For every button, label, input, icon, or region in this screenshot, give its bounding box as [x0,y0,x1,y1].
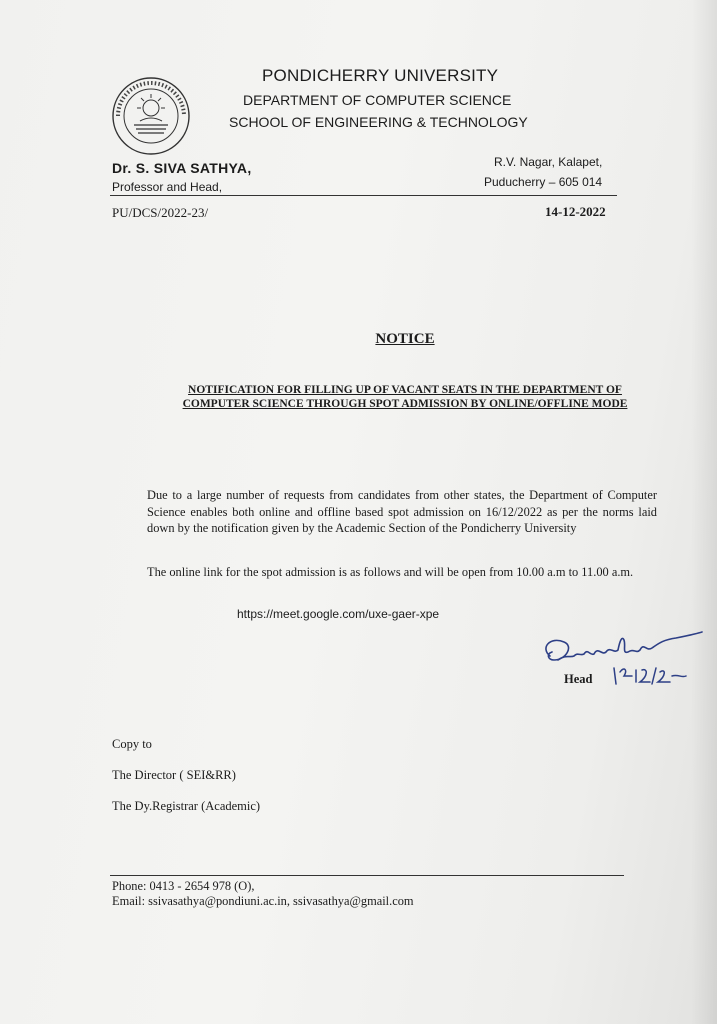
address-line-1: R.V. Nagar, Kalapet, [494,155,603,169]
copy-recipient: The Director ( SEI&RR) [112,768,236,782]
body-paragraph-1: Due to a large number of requests from candidates from other states, the Department of Computer Science enables both online and offline based spot admission on 16/12/2022 as per the norms laid down by the notification given by the Academic Section of the Pondicherry University [147,488,657,535]
copy-recipient: The Dy.Registrar (Academic) [112,799,261,813]
sender-designation: Professor and Head, [112,180,223,194]
body-paragraph-2: The online link for the spot admission is as follows and will be open from 10.00 a.m to 11.00 a.m. [147,565,634,579]
address-line-2: Puducherry – 605 014 [484,175,603,189]
meeting-link[interactable]: https://meet.google.com/uxe-gaer-xpe [237,607,440,621]
contact-phone: Phone: 0413 - 2654 978 (O), [112,879,255,893]
signatory-title: Head [564,672,593,686]
notice-subject: NOTIFICATION FOR FILLING UP OF VACANT SEATS IN THE DEPARTMENT OF COMPUTER SCIENCE THROUGH SPOT ADMISSION BY ONLINE/OFFLINE MODE [182,384,628,410]
header-divider [110,195,617,196]
school-name: SCHOOL OF ENGINEERING & TECHNOLOGY [229,114,528,130]
sender-name: Dr. S. SIVA SATHYA, [112,160,252,176]
university-seal-icon [110,75,192,157]
page-shadow [691,0,717,1024]
footer-divider [110,875,624,876]
university-name: PONDICHERRY UNIVERSITY [262,66,499,85]
handwritten-signature-icon [536,626,706,688]
letter-date: 14-12-2022 [545,204,606,219]
department-name: DEPARTMENT OF COMPUTER SCIENCE [243,92,512,108]
reference-number: PU/DCS/2022-23/ [112,205,209,220]
notice-title: NOTICE [375,331,435,347]
copy-to-label: Copy to [112,737,152,751]
contact-email[interactable]: Email: ssivasathya@pondiuni.ac.in, ssivasathya@gmail.com [112,894,414,908]
